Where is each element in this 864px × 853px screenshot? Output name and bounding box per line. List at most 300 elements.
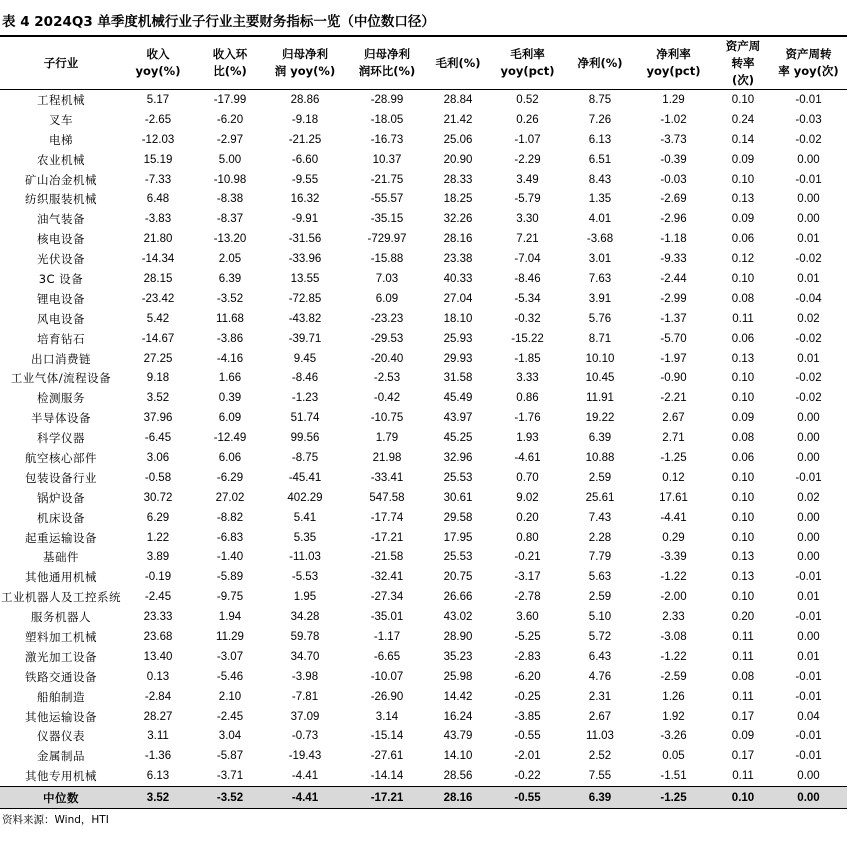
value-cell: 0.00: [797, 412, 820, 425]
value-cell: -5.89: [216, 571, 244, 584]
value-cell: -10.98: [213, 173, 247, 186]
value-cell: 30.61: [443, 491, 473, 504]
value-cell: -3.73: [660, 133, 687, 146]
value-cell: 1.92: [662, 710, 685, 723]
table-row: [0, 448, 847, 468]
value-cell: 0.17: [731, 750, 755, 763]
value-cell: 3.30: [516, 213, 539, 226]
value-cell: -729.97: [367, 233, 407, 246]
value-cell: 9.45: [293, 352, 317, 365]
median-row: [0, 787, 847, 809]
value-cell: 13.55: [290, 272, 320, 285]
value-cell: -33.96: [288, 253, 322, 266]
value-cell: -21.58: [370, 551, 404, 564]
value-cell: 0.01: [797, 352, 820, 365]
value-cell: -3.07: [216, 650, 244, 663]
value-cell: 6.39: [569, 787, 631, 809]
value-cell: 21.80: [143, 233, 173, 246]
value-cell: -3.85: [514, 710, 541, 723]
column-header: [716, 37, 770, 90]
value-cell: 10.10: [585, 352, 615, 365]
value-cell: -3.71: [216, 770, 244, 783]
value-cell: -2.45: [216, 710, 244, 723]
value-cell: -1.22: [660, 571, 687, 584]
value-cell: 28.90: [443, 630, 473, 643]
value-cell: 9.02: [516, 491, 539, 504]
value-cell: 0.10: [731, 471, 755, 484]
value-cell: -0.02: [795, 392, 822, 405]
value-cell: -45.41: [288, 471, 322, 484]
value-cell: -0.90: [660, 372, 687, 385]
value-cell: -6.20: [216, 113, 244, 126]
subindustry-name-cell: 检测服务: [37, 391, 85, 406]
column-header-line: 净利率: [656, 47, 691, 61]
value-cell: 0.11: [732, 690, 754, 703]
value-cell: -29.53: [370, 332, 404, 345]
value-cell: 0.17: [731, 710, 755, 723]
column-header: [569, 37, 631, 90]
value-cell: -31.56: [288, 233, 322, 246]
value-cell: -43.82: [288, 312, 322, 325]
column-header-line: 毛利(%): [435, 55, 481, 70]
table-row: [0, 189, 847, 209]
value-cell: -0.02: [795, 372, 822, 385]
value-cell: 0.00: [797, 531, 820, 544]
value-cell: 0.13: [731, 571, 755, 584]
value-cell: 0.10: [731, 511, 755, 524]
value-cell: -12.49: [213, 432, 247, 445]
value-cell: -3.83: [144, 213, 172, 226]
value-cell: -11.03: [289, 551, 321, 564]
value-cell: 6.51: [588, 153, 612, 166]
subindustry-name-cell: 3C 设备: [38, 271, 84, 286]
value-cell: -12.03: [141, 133, 175, 146]
value-cell: -6.29: [216, 471, 244, 484]
value-cell: 2.52: [588, 750, 612, 763]
table-row: [0, 488, 847, 508]
value-cell: 14.42: [443, 690, 473, 703]
column-header-line: 润 yoy(%): [274, 64, 336, 78]
subindustry-name-cell: 风电设备: [37, 311, 85, 326]
value-cell: 5.35: [293, 531, 317, 544]
value-cell: 11.68: [216, 312, 244, 325]
value-cell: -0.73: [291, 730, 319, 743]
value-cell: -7.04: [514, 253, 541, 266]
value-cell: 0.09: [731, 213, 755, 226]
financial-indicators-table: [0, 37, 847, 809]
value-cell: 0.05: [662, 750, 685, 763]
value-cell: 0.00: [797, 213, 820, 226]
value-cell: 7.26: [588, 113, 612, 126]
value-cell: -35.01: [370, 611, 404, 624]
value-cell: 25.53: [443, 551, 473, 564]
value-cell: -4.41: [266, 787, 344, 809]
column-header-line: 转率: [731, 55, 755, 70]
value-cell: -14.67: [141, 332, 175, 345]
value-cell: -15.88: [370, 253, 404, 266]
value-cell: -3.86: [216, 332, 244, 345]
column-header: [770, 37, 847, 90]
value-cell: -5.25: [514, 630, 541, 643]
source-note: 资料来源：Wind，HTI: [2, 814, 109, 826]
value-cell: 7.03: [375, 272, 399, 285]
value-cell: -3.98: [291, 670, 319, 683]
column-header-line: 资产周: [725, 38, 761, 53]
value-cell: 0.26: [516, 113, 539, 126]
value-cell: 0.80: [516, 531, 539, 544]
value-cell: -2.01: [514, 750, 541, 763]
table-row: [0, 508, 847, 528]
value-cell: 2.59: [588, 471, 612, 484]
value-cell: -20.40: [370, 352, 404, 365]
value-cell: 0.11: [732, 650, 754, 663]
value-cell: 28.56: [443, 770, 473, 783]
value-cell: 0.10: [731, 392, 755, 405]
value-cell: 17.61: [659, 491, 688, 504]
subindustry-name-cell: 铁路交通设备: [25, 669, 97, 684]
value-cell: 0.11: [732, 770, 754, 783]
value-cell: 4.01: [588, 213, 612, 226]
value-cell: 1.22: [146, 531, 170, 544]
value-cell: -0.55: [486, 787, 569, 809]
value-cell: -1.17: [373, 630, 401, 643]
column-header-line: 资产周转: [785, 47, 832, 61]
table-row: [0, 567, 847, 587]
value-cell: -27.34: [370, 591, 404, 604]
value-cell: -17.74: [370, 511, 404, 524]
value-cell: 0.00: [797, 551, 820, 564]
value-cell: 10.37: [372, 153, 402, 166]
value-cell: 19.22: [585, 412, 615, 425]
value-cell: -26.90: [370, 690, 404, 703]
subindustry-name-cell: 工程机械: [37, 92, 85, 107]
value-cell: -17.21: [370, 531, 404, 544]
value-cell: 1.29: [662, 93, 685, 106]
subindustry-name-cell: 基础件: [43, 550, 79, 565]
value-cell: 0.29: [662, 531, 685, 544]
column-header-line: 收入: [146, 47, 170, 61]
value-cell: 28.84: [443, 93, 473, 106]
value-cell: -7.81: [291, 690, 319, 703]
column-header-line: 归母净利: [282, 47, 328, 61]
subindustry-name-cell: 仪器仪表: [37, 729, 85, 744]
value-cell: 1.35: [588, 193, 612, 206]
value-cell: 6.13: [588, 133, 612, 146]
value-cell: -8.46: [514, 272, 541, 285]
value-cell: -8.46: [291, 372, 319, 385]
value-cell: -0.32: [514, 312, 541, 325]
value-cell: -1.23: [291, 392, 319, 405]
value-cell: -1.22: [660, 650, 687, 663]
value-cell: 0.10: [731, 173, 755, 186]
value-cell: 0.52: [516, 93, 539, 106]
value-cell: 6.09: [218, 412, 242, 425]
value-cell: 29.58: [443, 511, 473, 524]
column-header: [631, 37, 716, 90]
table-row: [0, 209, 847, 229]
value-cell: 32.26: [443, 213, 473, 226]
value-cell: 7.63: [588, 272, 612, 285]
column-header-line: 润环比(%): [358, 64, 416, 78]
table-row: [0, 90, 847, 110]
value-cell: -21.75: [370, 173, 404, 186]
value-cell: -5.70: [660, 332, 687, 345]
value-cell: 547.58: [369, 491, 405, 504]
value-cell: 1.94: [218, 611, 242, 624]
value-cell: -8.82: [216, 511, 244, 524]
subindustry-name-cell: 光伏设备: [37, 252, 85, 267]
subindustry-name-cell: 船舶制造: [37, 689, 85, 704]
column-header-line: 毛利率: [510, 47, 545, 61]
value-cell: 0.10: [731, 491, 755, 504]
value-cell: -0.02: [795, 332, 822, 345]
column-header-line: 比(%): [213, 64, 247, 78]
table-row: [0, 130, 847, 150]
value-cell: 6.09: [375, 292, 399, 305]
value-cell: 99.56: [290, 432, 320, 445]
value-cell: 7.55: [588, 770, 612, 783]
value-cell: 28.15: [143, 272, 173, 285]
value-cell: -9.33: [660, 253, 687, 266]
value-cell: 5.72: [588, 630, 612, 643]
value-cell: -33.41: [370, 471, 404, 484]
value-cell: -0.02: [795, 133, 822, 146]
value-cell: -1.76: [514, 412, 541, 425]
value-cell: 1.79: [375, 432, 399, 445]
value-cell: -13.20: [213, 233, 247, 246]
value-cell: 7.43: [588, 511, 612, 524]
value-cell: 25.61: [585, 491, 615, 504]
value-cell: 37.96: [143, 412, 173, 425]
value-cell: 13.40: [143, 650, 173, 663]
value-cell: 8.75: [588, 93, 612, 106]
value-cell: 6.06: [218, 451, 242, 464]
value-cell: 45.25: [443, 432, 473, 445]
value-cell: 34.28: [290, 611, 320, 624]
column-header: [194, 37, 266, 90]
table-row: [0, 110, 847, 130]
subindustry-name-cell: 工业机器人及工控系统: [1, 590, 121, 605]
table-row: [0, 249, 847, 269]
value-cell: 2.59: [588, 591, 612, 604]
value-cell: -9.75: [216, 591, 244, 604]
subindustry-name-cell: 其他专用机械: [25, 769, 97, 784]
value-cell: 0.00: [797, 511, 820, 524]
table-row: [0, 229, 847, 249]
value-cell: -0.25: [514, 690, 541, 703]
value-cell: 2.33: [662, 611, 685, 624]
table-row: [0, 607, 847, 627]
table-row: [0, 408, 847, 428]
value-cell: -9.18: [291, 113, 319, 126]
value-cell: 0.00: [770, 787, 847, 809]
value-cell: -2.44: [660, 272, 687, 285]
value-cell: -27.61: [370, 750, 404, 763]
value-cell: -0.01: [795, 670, 822, 683]
value-cell: 3.52: [146, 392, 170, 405]
value-cell: -0.22: [514, 770, 541, 783]
value-cell: -8.38: [216, 193, 244, 206]
value-cell: -2.99: [660, 292, 687, 305]
subindustry-name-cell: 服务机器人: [31, 610, 91, 625]
value-cell: -55.57: [370, 193, 404, 206]
value-cell: 0.00: [797, 432, 820, 445]
value-cell: -18.05: [370, 113, 404, 126]
value-cell: -5.53: [291, 571, 319, 584]
value-cell: 3.06: [146, 451, 170, 464]
value-cell: -0.58: [144, 471, 172, 484]
value-cell: -3.68: [586, 233, 614, 246]
value-cell: 0.11: [732, 630, 754, 643]
value-cell: 28.33: [443, 173, 473, 186]
value-cell: 21.98: [372, 451, 402, 464]
value-cell: -2.84: [144, 690, 172, 703]
value-cell: 2.28: [588, 531, 612, 544]
value-cell: -0.01: [795, 93, 822, 106]
value-cell: 0.00: [797, 630, 820, 643]
column-header: [486, 37, 569, 90]
value-cell: 0.10: [731, 93, 755, 106]
value-cell: -1.07: [514, 133, 541, 146]
value-cell: 4.76: [588, 670, 612, 683]
value-cell: 2.71: [662, 432, 685, 445]
value-cell: 1.26: [662, 690, 685, 703]
value-cell: 5.10: [588, 611, 612, 624]
value-cell: 0.70: [516, 471, 539, 484]
value-cell: -23.23: [370, 312, 404, 325]
subindustry-name-cell: 培育钻石: [37, 331, 85, 346]
value-cell: -6.45: [144, 432, 172, 445]
value-cell: 37.09: [290, 710, 320, 723]
subindustry-name-cell: 纺织服装机械: [25, 192, 97, 207]
value-cell: 14.10: [443, 750, 473, 763]
value-cell: 0.24: [731, 113, 755, 126]
value-cell: -3.26: [660, 730, 687, 743]
subindustry-name-cell: 农业机械: [37, 152, 85, 167]
value-cell: 0.13: [731, 193, 755, 206]
value-cell: 32.96: [443, 451, 473, 464]
value-cell: -14.34: [141, 253, 175, 266]
value-cell: 10.45: [585, 372, 615, 385]
value-cell: 0.12: [662, 471, 685, 484]
value-cell: 0.04: [797, 710, 820, 723]
value-cell: 27.04: [443, 292, 473, 305]
value-cell: 0.10: [731, 272, 755, 285]
value-cell: 25.06: [443, 133, 473, 146]
value-cell: -6.20: [514, 670, 541, 683]
value-cell: 3.14: [375, 710, 399, 723]
value-cell: -15.14: [370, 730, 404, 743]
value-cell: -1.36: [144, 750, 172, 763]
value-cell: -1.25: [631, 787, 716, 809]
value-cell: 0.06: [731, 233, 755, 246]
value-cell: -5.79: [514, 193, 541, 206]
value-cell: -0.39: [660, 153, 687, 166]
value-cell: -28.99: [370, 93, 404, 106]
value-cell: 45.49: [443, 392, 473, 405]
value-cell: 29.93: [443, 352, 473, 365]
value-cell: -1.51: [660, 770, 687, 783]
value-cell: -3.08: [660, 630, 687, 643]
value-cell: 8.71: [588, 332, 612, 345]
column-header: [430, 37, 486, 90]
value-cell: -4.41: [291, 770, 319, 783]
table-row: [0, 627, 847, 647]
column-header-line: 净利(%): [577, 55, 623, 70]
value-cell: -2.65: [144, 113, 172, 126]
value-cell: -10.07: [370, 670, 404, 683]
value-cell: 0.09: [731, 153, 755, 166]
table-row: [0, 309, 847, 329]
table-row: [0, 368, 847, 388]
value-cell: 20.90: [443, 153, 473, 166]
value-cell: -2.29: [514, 153, 541, 166]
value-cell: -8.37: [216, 213, 244, 226]
value-cell: 0.00: [797, 451, 820, 464]
value-cell: 0.12: [731, 253, 755, 266]
value-cell: 27.02: [215, 491, 245, 504]
value-cell: 2.67: [662, 412, 685, 425]
value-cell: -35.15: [370, 213, 404, 226]
value-cell: 3.01: [588, 253, 612, 266]
value-cell: 5.63: [588, 571, 612, 584]
value-cell: 34.70: [290, 650, 320, 663]
value-cell: -2.97: [216, 133, 244, 146]
value-cell: -3.39: [660, 551, 687, 564]
value-cell: 5.00: [218, 153, 242, 166]
value-cell: 0.08: [731, 292, 755, 305]
value-cell: -0.55: [514, 730, 541, 743]
value-cell: -1.40: [216, 551, 244, 564]
value-cell: 6.39: [218, 272, 242, 285]
value-cell: 5.42: [146, 312, 170, 325]
value-cell: 0.06: [731, 332, 755, 345]
value-cell: -3.52: [216, 292, 244, 305]
value-cell: -5.34: [514, 292, 541, 305]
value-cell: -3.52: [194, 787, 266, 809]
value-cell: -0.42: [373, 392, 401, 405]
value-cell: 35.23: [443, 650, 473, 663]
table-row: [0, 707, 847, 727]
value-cell: -2.45: [144, 591, 172, 604]
value-cell: -5.87: [216, 750, 244, 763]
value-cell: 51.74: [290, 412, 320, 425]
value-cell: -1.97: [660, 352, 687, 365]
value-cell: -2.21: [660, 392, 687, 405]
table-row: [0, 428, 847, 448]
value-cell: -7.33: [144, 173, 172, 186]
value-cell: -21.25: [288, 133, 322, 146]
table-row: [0, 388, 847, 408]
value-cell: -2.53: [373, 372, 401, 385]
value-cell: -2.59: [660, 670, 687, 683]
subindustry-name-cell: 半导体设备: [31, 411, 91, 426]
value-cell: 2.05: [218, 253, 242, 266]
value-cell: 3.04: [218, 730, 242, 743]
value-cell: -1.25: [660, 451, 687, 464]
value-cell: -2.00: [660, 591, 687, 604]
table-row: [0, 269, 847, 289]
value-cell: 7.21: [516, 233, 539, 246]
value-cell: 0.13: [731, 352, 755, 365]
value-cell: 0.09: [731, 412, 755, 425]
value-cell: 1.95: [293, 591, 317, 604]
value-cell: -1.18: [660, 233, 687, 246]
value-cell: 0.14: [731, 133, 755, 146]
value-cell: -0.01: [795, 611, 822, 624]
column-header: [266, 37, 344, 90]
table-row: [0, 667, 847, 687]
